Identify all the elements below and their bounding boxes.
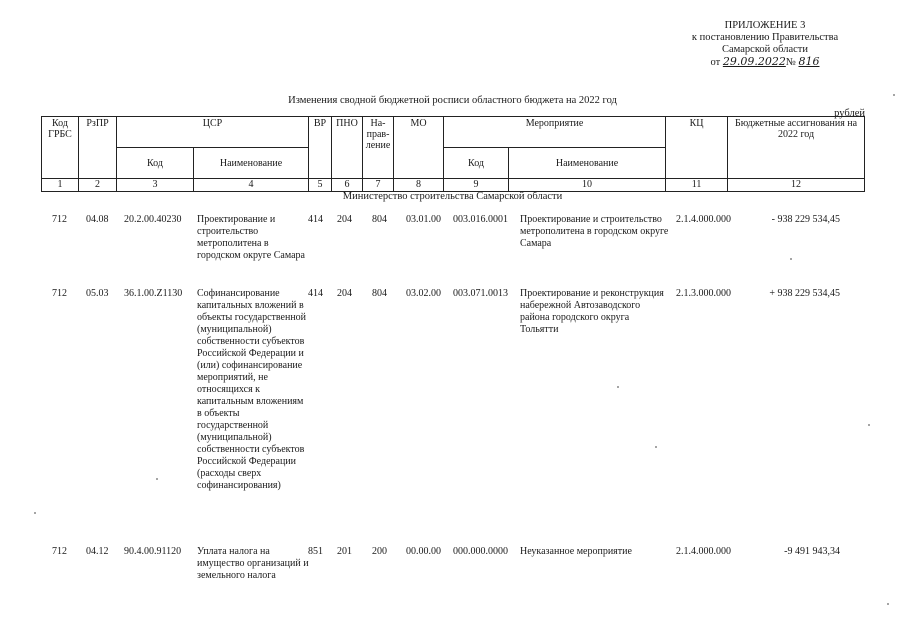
scan-speck [156,478,158,480]
col-number: 8 [394,179,444,192]
scan-speck [887,603,889,605]
cell-napr: 804 [372,288,387,299]
appendix-block [650,20,880,69]
cell-pno: 204 [337,214,352,225]
date-value: 29.09.2022 [722,55,786,68]
col-number: 4 [194,179,309,192]
unit-label: рублей [834,108,865,119]
header-rzpr: РзПР [79,117,117,179]
cell-vr: 851 [308,546,323,557]
cell-csr: 90.4.00.91120 [124,546,182,557]
col-number: 6 [332,179,363,192]
cell-measure-code: 000.000.0000 [453,546,508,557]
scan-speck [617,386,619,388]
col-number: 3 [117,179,194,192]
number-prefix: № [785,57,796,68]
scan-speck [34,512,36,514]
header-napr: На-прав-ление [363,117,394,179]
cell-kc: 2.1.4.000.000 [676,214,731,225]
col-number: 10 [509,179,666,192]
cell-amount: -9 491 943,34 [784,546,840,557]
appendix-line1: к постановлению Правительства [691,32,839,43]
cell-mo: 03.01.00 [406,214,441,225]
col-number: 12 [728,179,865,192]
scan-speck [893,94,895,96]
scan-speck [790,258,792,260]
header-pno: ПНО [332,117,363,179]
col-number: 5 [309,179,332,192]
cell-csr: 36.1.00.Z1130 [124,288,183,299]
header-measure-code: Код [444,148,509,179]
budget-table-header [41,116,865,192]
cell-grbs: 712 [52,546,67,557]
cell-mo: 00.00.00 [406,546,441,557]
header-measure: Мероприятие [444,117,666,148]
cell-csr-name: Уплата налога на имущество организаций и земельного налога [197,546,309,581]
cell-csr-name: Проектирование и строительство метрополитена в городском округе Самара [197,214,305,261]
cell-grbs: 712 [52,288,67,299]
header-budget: Бюджетные ассигнования на 2022 год [728,117,865,179]
cell-kc: 2.1.4.000.000 [676,546,731,557]
cell-napr: 804 [372,214,387,225]
cell-vr: 414 [308,214,323,225]
cell-kc: 2.1.3.000.000 [676,288,731,299]
header-vr: ВР [309,117,332,179]
header-measure-name: Наименование [509,148,666,179]
header-csr: ЦСР [117,117,309,148]
number-value: 816 [798,55,820,68]
cell-pno: 204 [337,288,352,299]
cell-measure-name: Неуказанное мероприятие [520,546,632,557]
scan-speck [655,446,657,448]
cell-pno: 201 [337,546,352,557]
cell-csr: 20.2.00.40230 [124,214,182,225]
appendix-date-line [650,56,880,69]
cell-grbs: 712 [52,214,67,225]
col-number: 9 [444,179,509,192]
cell-mo: 03.02.00 [406,288,441,299]
appendix-line2: Самарской области [722,44,808,55]
cell-measure-name: Проектирование и реконструкция набережной Автозаводского района городского округа Тольятти [520,288,664,335]
cell-csr-name: Софинансирование капитальных вложений в объекты государственной (муниципальной) собственности субъектов Российской Федерации и (или) софинансирование мероприятий, не относящихся к капитальным вложениям в объекты государственной (муниципальной) собственности субъектов Российской Федерации (расходы сверх софинансирования) [197,288,307,491]
date-prefix: от [710,57,721,68]
appendix-title: ПРИЛОЖЕНИЕ 3 [724,20,806,31]
scan-speck [868,424,870,426]
document-title: Изменения сводной бюджетной росписи областного бюджета на 2022 год [288,95,617,106]
header-mo: МО [394,117,444,179]
cell-amount: - 938 229 534,45 [771,214,840,225]
cell-measure-code: 003.071.0013 [453,288,508,299]
header-csr-code: Код [117,148,194,179]
header-kc: КЦ [666,117,728,179]
col-number: 1 [42,179,79,192]
col-number: 7 [363,179,394,192]
header-csr-name: Наименование [194,148,309,179]
cell-measure-code: 003.016.0001 [453,214,508,225]
cell-measure-name: Проектирование и строительство метрополитена в городском округе Самара [520,214,669,249]
cell-napr: 200 [372,546,387,557]
cell-rzpr: 04.08 [86,214,109,225]
header-grbs: Код ГРБС [42,117,79,179]
col-number: 2 [79,179,117,192]
cell-rzpr: 05.03 [86,288,109,299]
cell-rzpr: 04.12 [86,546,109,557]
cell-amount: + 938 229 534,45 [769,288,840,299]
ministry-heading: Министерство строительства Самарской области [342,191,563,202]
cell-vr: 414 [308,288,323,299]
col-number: 11 [666,179,728,192]
